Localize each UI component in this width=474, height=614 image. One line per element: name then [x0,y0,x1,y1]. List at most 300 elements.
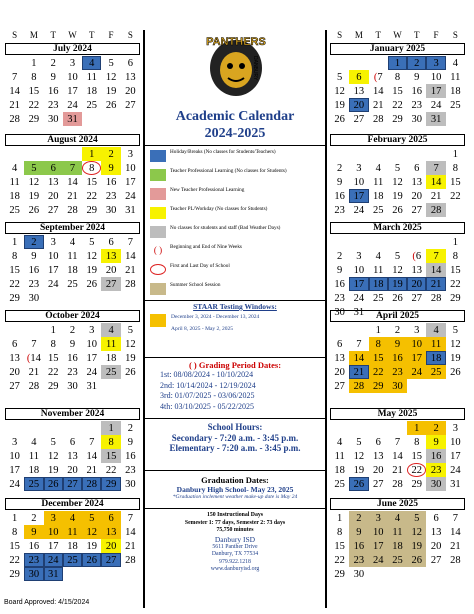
day-cell[interactable]: 16 [411,85,423,97]
day-cell[interactable]: 9 [349,525,368,539]
day-cell[interactable]: 18 [388,539,407,553]
day-cell[interactable]: 1 [31,57,37,69]
day-cell[interactable]: 14 [392,450,403,462]
day-cell[interactable]: 9 [127,436,133,448]
day-cell[interactable]: 5 [407,511,426,525]
day-cell[interactable]: 4 [69,236,76,248]
day-cell[interactable]: 19 [86,264,98,276]
day-cell[interactable]: 11 [67,250,78,262]
day-cell[interactable]: 16 [426,449,445,463]
day-cell[interactable]: 14 [125,526,136,538]
day-cell[interactable]: 10 [67,71,78,83]
day-cell[interactable]: 24 [44,553,63,567]
day-cell[interactable]: 28 [392,478,403,490]
day-cell[interactable]: 12 [334,85,345,97]
day-cell[interactable]: 27 [372,478,384,490]
day-cell[interactable]: 11 [28,450,39,462]
day-cell[interactable]: 4 [375,162,381,174]
day-cell[interactable]: 29 [101,477,120,491]
day-cell[interactable]: 6 [433,512,439,524]
day-cell[interactable]: 17 [349,277,368,291]
day-cell[interactable]: 6 [375,436,381,448]
day-cell[interactable]: 2 [101,147,120,161]
day-cell[interactable]: 10 [430,71,442,83]
day-cell[interactable]: 9 [426,435,445,449]
day-cell[interactable]: 8 [82,161,101,175]
day-cell[interactable]: 16 [67,352,78,364]
day-cell[interactable]: 8 [337,526,343,538]
day-cell[interactable]: 16 [47,85,59,97]
day-cell[interactable]: 11 [373,264,384,276]
day-cell[interactable]: 9 [337,264,343,276]
day-cell[interactable]: 13 [9,352,20,364]
day-cell[interactable]: 13 [125,71,136,83]
day-cell[interactable]: 6 [69,436,76,448]
day-cell[interactable]: 5 [50,436,56,448]
day-cell[interactable]: 19 [125,352,136,364]
day-cell[interactable]: 20 [411,190,423,202]
day-cell[interactable]: 13 [101,249,120,263]
day-cell[interactable]: 1 [337,512,343,524]
day-cell[interactable]: 30 [411,113,423,125]
day-cell[interactable]: 15 [411,450,423,462]
day-cell[interactable]: 7 [12,71,18,83]
day-cell[interactable]: 12 [86,250,98,262]
day-cell[interactable]: 25 [372,292,384,304]
day-cell[interactable]: 4 [337,436,343,448]
day-cell[interactable]: 25 [388,553,407,567]
day-cell[interactable]: 7 [127,236,133,248]
day-cell[interactable]: 20 [67,464,78,476]
day-cell[interactable]: 9 [388,337,407,351]
day-cell[interactable]: 21 [28,366,40,378]
day-cell[interactable]: 10 [369,525,388,539]
day-cell[interactable]: 16 [28,264,40,276]
day-cell[interactable]: 26 [450,366,461,378]
day-cell[interactable]: 9 [50,71,56,83]
day-cell[interactable]: 9 [24,525,43,539]
day-cell[interactable]: 15 [101,449,120,463]
day-cell[interactable]: 13 [353,85,365,97]
day-cell[interactable]: 24 [67,99,78,111]
day-cell[interactable]: 17 [349,189,368,203]
day-cell[interactable]: 25 [334,478,345,490]
day-cell[interactable]: 19 [388,277,407,291]
day-cell[interactable]: 7 [426,161,445,175]
day-cell[interactable]: 27 [101,553,120,567]
day-cell[interactable]: 23 [67,366,78,378]
day-cell[interactable]: 30 [388,379,407,393]
day-cell[interactable]: 5 [89,236,95,248]
day-cell[interactable]: 29 [411,478,423,490]
day-cell[interactable]: 28 [450,554,461,566]
day-cell[interactable]: 21 [125,540,136,552]
day-cell[interactable]: 8 [452,162,458,174]
day-cell[interactable]: 23 [105,190,117,202]
day-cell[interactable]: 14 [450,526,461,538]
day-cell[interactable]: ( 14 [26,352,41,364]
day-cell[interactable]: 27 [411,292,423,304]
day-cell[interactable]: 4 [31,436,37,448]
day-cell[interactable]: 4 [82,56,101,70]
day-cell[interactable]: 15 [86,176,98,188]
day-cell[interactable]: 5 [127,324,133,336]
day-cell[interactable]: 24 [47,278,59,290]
day-cell[interactable]: 30 [24,567,43,581]
day-cell[interactable]: 25 [63,553,82,567]
day-cell[interactable]: 29 [392,113,403,125]
day-cell[interactable]: 17 [125,176,136,188]
day-cell[interactable]: 20 [407,277,426,291]
day-cell[interactable]: 6 [44,161,63,175]
day-cell[interactable]: 25 [24,477,43,491]
day-cell[interactable]: 10 [86,338,98,350]
day-cell[interactable]: 18 [67,540,78,552]
day-cell[interactable]: 7 [63,161,82,175]
day-cell[interactable]: 18 [28,464,40,476]
day-cell[interactable]: 14 [67,176,78,188]
day-cell[interactable]: 9 [414,71,420,83]
day-cell[interactable]: 11 [9,176,20,188]
day-cell[interactable]: 25 [67,278,78,290]
day-cell[interactable]: 15 [369,351,388,365]
day-cell[interactable]: 11 [450,71,461,83]
day-cell[interactable]: 17 [450,450,461,462]
day-cell[interactable]: 31 [450,478,461,490]
day-cell[interactable]: 7 [394,436,401,448]
day-cell[interactable]: 22 [334,554,345,566]
day-cell[interactable]: 14 [86,450,98,462]
day-cell[interactable]: 31 [353,306,365,318]
day-cell[interactable]: 1 [452,236,458,248]
day-cell[interactable]: 18 [372,190,384,202]
day-cell[interactable]: 21 [86,464,98,476]
day-cell[interactable]: 19 [86,540,98,552]
day-cell[interactable]: 27 [63,477,82,491]
day-cell[interactable]: 26 [44,477,63,491]
day-cell[interactable]: 5 [24,161,43,175]
day-cell[interactable]: 21 [349,365,368,379]
day-cell[interactable]: 3 [12,436,18,448]
day-cell[interactable]: 2 [24,235,43,249]
day-cell[interactable]: 17 [369,539,388,553]
day-cell[interactable]: 17 [67,85,78,97]
day-cell[interactable]: 22 [28,99,40,111]
day-cell[interactable]: 27 [47,204,59,216]
day-cell[interactable]: 16 [334,278,345,290]
day-cell[interactable]: 3 [426,56,445,70]
day-cell[interactable]: 18 [9,190,20,202]
day-cell[interactable]: 5 [452,324,458,336]
day-cell[interactable]: 1 [12,236,18,248]
day-cell[interactable]: 15 [450,176,461,188]
day-cell[interactable]: 2 [349,511,368,525]
day-cell[interactable]: 6 [349,70,368,84]
day-cell[interactable]: 31 [44,567,63,581]
day-cell[interactable]: 6 [337,338,343,350]
day-cell[interactable]: 23 [334,292,345,304]
day-cell[interactable]: 1 [407,421,426,435]
day-cell[interactable]: 22 [450,190,461,202]
day-cell[interactable]: 31 [125,204,136,216]
day-cell[interactable]: 3 [356,250,362,262]
day-cell[interactable]: 28 [82,477,101,491]
day-cell[interactable]: 11 [373,176,384,188]
day-cell[interactable]: 23 [28,278,40,290]
day-cell[interactable]: 28 [9,113,20,125]
day-cell[interactable]: 5 [337,71,343,83]
day-cell[interactable]: 19 [334,99,345,111]
day-cell[interactable]: 29 [369,379,388,393]
day-cell[interactable]: 20 [372,464,384,476]
day-cell[interactable]: 7 [89,436,95,448]
day-cell[interactable]: 13 [334,352,345,364]
day-cell[interactable]: 18 [450,85,461,97]
day-cell[interactable]: 3 [127,148,133,160]
day-cell[interactable]: 30 [47,113,59,125]
day-cell[interactable]: 24 [125,190,136,202]
day-cell[interactable]: 28 [125,554,136,566]
day-cell[interactable]: 2 [69,324,76,336]
day-cell[interactable]: 23 [388,365,407,379]
day-cell[interactable]: 13 [47,176,59,188]
day-cell[interactable]: 24 [353,204,365,216]
day-cell[interactable]: 19 [450,352,461,364]
day-cell[interactable]: 15 [392,85,403,97]
day-cell[interactable]: 21 [450,540,461,552]
day-cell[interactable]: 25 [86,99,98,111]
day-cell[interactable]: 28 [125,278,136,290]
day-cell[interactable]: 22 [392,99,403,111]
day-cell[interactable]: 4 [426,323,445,337]
day-cell[interactable]: 12 [407,525,426,539]
day-cell[interactable]: 24 [9,478,20,490]
day-cell[interactable]: 3 [452,422,458,434]
day-cell[interactable]: 14 [9,85,20,97]
day-cell[interactable]: 13 [101,525,120,539]
day-cell[interactable]: 18 [334,464,345,476]
day-cell[interactable]: 8 [50,338,56,350]
day-cell[interactable]: 6 [414,162,420,174]
day-cell[interactable]: 16 [334,190,345,202]
day-cell[interactable]: 30 [334,306,345,318]
day-cell[interactable]: 10 [9,450,20,462]
day-cell[interactable]: 11 [101,337,120,351]
day-cell[interactable]: 13 [67,450,78,462]
day-cell[interactable]: 23 [334,204,345,216]
day-cell[interactable]: 13 [411,264,423,276]
day-cell[interactable]: 2 [50,57,56,69]
day-cell[interactable]: 7 [31,338,37,350]
day-cell[interactable]: 15 [28,85,40,97]
day-cell[interactable]: 12 [353,450,365,462]
day-cell[interactable]: 14 [426,175,445,189]
day-cell[interactable]: 8 [12,250,18,262]
day-cell[interactable]: 8 [369,337,388,351]
day-cell[interactable]: 24 [353,292,365,304]
day-cell[interactable]: 8 [394,71,401,83]
day-cell[interactable]: 17 [47,540,59,552]
day-cell[interactable]: 22 [9,554,20,566]
day-cell[interactable]: 27 [9,380,20,392]
day-cell[interactable]: 17 [407,351,426,365]
day-cell[interactable]: 26 [392,204,403,216]
day-cell[interactable]: 28 [430,292,442,304]
day-cell[interactable]: 24 [86,366,98,378]
day-cell[interactable]: 8 [12,526,18,538]
day-cell[interactable]: 14 [426,263,445,277]
day-cell[interactable]: 10 [44,525,63,539]
day-cell[interactable]: 18 [86,85,98,97]
day-cell[interactable]: 17 [9,464,20,476]
day-cell[interactable]: 3 [414,324,420,336]
day-cell[interactable]: 6 [127,57,133,69]
day-cell[interactable]: 24 [369,553,388,567]
day-cell[interactable]: 18 [426,351,445,365]
day-cell[interactable]: 20 [105,264,117,276]
day-cell[interactable]: 3 [89,324,95,336]
day-cell[interactable]: 7 [356,338,362,350]
day-cell[interactable]: 18 [369,277,388,291]
day-cell[interactable]: 15 [9,540,20,552]
day-cell[interactable]: 27 [334,380,345,392]
day-cell[interactable]: 15 [450,264,461,276]
day-cell[interactable]: 8 [452,250,458,262]
day-cell[interactable]: 18 [105,352,117,364]
day-cell[interactable]: 12 [392,176,403,188]
day-cell[interactable]: 4 [375,250,381,262]
day-cell[interactable]: 24 [450,464,461,476]
day-cell[interactable]: 16 [349,539,368,553]
day-cell[interactable]: 23 [426,463,445,477]
day-cell[interactable]: 22 [47,366,59,378]
day-cell[interactable]: 1 [82,147,101,161]
day-cell[interactable]: 9 [69,338,76,350]
day-cell[interactable]: 31 [426,112,445,126]
day-cell[interactable]: 9 [101,161,120,175]
day-cell[interactable]: 31 [63,112,82,126]
day-cell[interactable]: 20 [334,366,345,378]
day-cell[interactable]: 13 [372,450,384,462]
day-cell[interactable]: 12 [47,450,59,462]
day-cell[interactable]: 30 [105,204,117,216]
day-cell[interactable]: 2 [127,422,133,434]
day-cell[interactable]: 1 [375,324,381,336]
day-cell[interactable]: 27 [430,554,442,566]
day-cell[interactable]: 1 [101,421,120,435]
day-cell[interactable]: 4 [63,511,82,525]
day-cell[interactable]: 2 [394,324,401,336]
day-cell[interactable]: 23 [47,99,59,111]
day-cell[interactable]: 2 [337,250,343,262]
day-cell[interactable]: 29 [9,568,20,580]
day-cell[interactable]: 2 [426,421,445,435]
day-cell[interactable]: 17 [86,352,98,364]
day-cell[interactable]: 20 [430,540,442,552]
day-cell[interactable]: 25 [101,365,120,379]
day-cell[interactable]: 10 [407,337,426,351]
day-cell[interactable]: 26 [392,292,403,304]
day-cell[interactable]: 12 [392,264,403,276]
day-cell[interactable]: 19 [28,190,40,202]
day-cell[interactable]: 22 [450,278,461,290]
day-cell[interactable]: 12 [450,338,461,350]
day-cell[interactable]: 15 [9,264,20,276]
day-cell[interactable]: 5 [394,250,401,262]
day-cell[interactable]: 7 [452,512,458,524]
day-cell[interactable]: 22 [369,365,388,379]
day-cell[interactable]: 26 [125,366,136,378]
day-cell[interactable]: 29 [334,568,345,580]
day-cell[interactable]: 2 [31,512,37,524]
day-cell[interactable]: 24 [430,99,442,111]
day-cell[interactable]: 3 [44,511,63,525]
day-cell[interactable]: 19 [353,464,365,476]
day-cell[interactable]: 11 [426,337,445,351]
day-cell[interactable]: 8 [101,435,120,449]
day-cell[interactable]: 31 [86,380,98,392]
day-cell[interactable]: 11 [388,525,407,539]
day-cell[interactable]: 8 [31,71,37,83]
day-cell[interactable]: 27 [411,204,423,216]
day-cell[interactable]: 6 [108,236,114,248]
day-cell[interactable]: 28 [426,203,445,217]
day-cell[interactable]: 20 [9,366,20,378]
day-cell[interactable]: 21 [67,190,78,202]
day-cell[interactable]: 20 [349,98,368,112]
day-cell[interactable]: 28 [372,113,384,125]
day-cell[interactable]: 20 [101,539,120,553]
day-cell[interactable]: 26 [82,553,101,567]
day-cell[interactable]: 11 [334,450,345,462]
day-cell[interactable]: 28 [28,380,40,392]
day-cell[interactable]: 30 [353,568,365,580]
day-cell[interactable]: 25 [9,204,20,216]
day-cell[interactable]: 1 [50,324,56,336]
day-cell[interactable]: 18 [67,264,78,276]
day-cell[interactable]: 9 [337,176,343,188]
day-cell[interactable]: 7 [127,512,133,524]
day-cell[interactable]: 16 [125,450,136,462]
day-cell[interactable]: 29 [86,204,98,216]
day-cell[interactable]: 26 [407,553,426,567]
day-cell[interactable]: 27 [353,113,365,125]
day-cell[interactable]: 3 [69,57,76,69]
day-cell[interactable]: 12 [125,338,136,350]
day-cell[interactable]: 24 [407,365,426,379]
day-cell[interactable]: 19 [105,85,117,97]
day-cell[interactable]: 22 [86,190,98,202]
day-cell[interactable]: 16 [388,351,407,365]
day-cell[interactable]: 26 [28,204,40,216]
day-cell[interactable]: 15 [334,540,345,552]
day-cell[interactable]: 1 [12,512,18,524]
day-cell[interactable]: 23 [411,99,423,111]
day-cell[interactable]: 10 [353,176,365,188]
day-cell[interactable]: 21 [372,99,384,111]
day-cell[interactable]: 26 [349,477,368,491]
day-cell[interactable]: 21 [125,264,136,276]
day-cell[interactable]: 30 [125,478,136,490]
day-cell[interactable]: 2 [407,56,426,70]
day-cell[interactable]: 12 [105,71,117,83]
day-cell[interactable]: 5 [82,511,101,525]
day-cell[interactable]: 16 [28,540,40,552]
day-cell[interactable]: 4 [388,511,407,525]
day-cell[interactable]: 14 [349,351,368,365]
day-cell[interactable]: 10 [47,250,59,262]
day-cell[interactable]: 26 [86,278,98,290]
